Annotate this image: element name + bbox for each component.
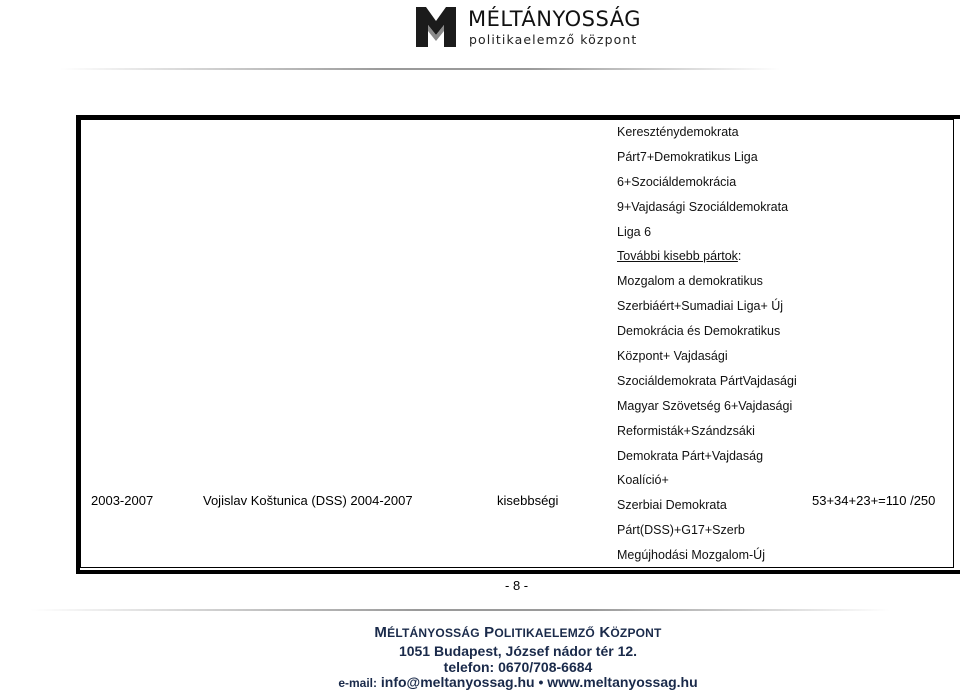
government-type-cell: kisebbségi [497, 493, 559, 508]
party-line-text: 9+Vajdasági Szociáldemokrata [617, 199, 789, 214]
party-line [617, 518, 797, 543]
party-line [617, 344, 797, 369]
party-line [617, 145, 797, 170]
footer-title-part-2: OLITIKAELEMZŐ [494, 626, 595, 640]
footer-email-link[interactable]: info@meltanyossag.hu • www.meltanyossag.hu [380, 674, 698, 690]
party-line [617, 319, 797, 344]
party-line-text: Reformisták+Szándzsáki [617, 423, 755, 438]
page-number: - 8 - [505, 578, 529, 593]
party-line [617, 220, 797, 245]
party-line-text: Megújhodási Mozgalom-Új [617, 548, 765, 563]
party-line-text: További kisebb pártok [617, 249, 738, 264]
logo-title: MÉLTÁNYOSSÁG [468, 7, 641, 31]
party-line-text: Magyar Szövetség 6+Vajdasági [617, 398, 793, 413]
footer-email [38, 674, 960, 690]
party-line [617, 394, 797, 419]
party-line [617, 244, 797, 269]
years-cell: 2003-2007 [91, 493, 154, 508]
party-line [617, 369, 797, 394]
footer-title-part-1: ÉLTÁNYOSSÁG [387, 626, 480, 640]
footer-title-part-3: ÖZPONT [610, 626, 662, 640]
party-line-text: Párt(DSS)+G17+Szerb [617, 523, 745, 538]
party-line [617, 493, 797, 518]
party-line [617, 294, 797, 319]
footer-title-initial-1: M [374, 624, 388, 641]
party-line-text: Mozgalom a demokratikus [617, 274, 763, 289]
party-line-text: Demokrata Párt+Vajdaság [617, 448, 764, 463]
party-line-text: Párt7+Demokratikus Liga [617, 149, 758, 164]
party-line [617, 195, 797, 220]
header-logo [414, 5, 641, 50]
footer-address: 1051 Budapest, József nádor tér 12. [398, 643, 638, 659]
party-line-text: Kereszténydemokrata [617, 125, 739, 139]
footer-title [38, 624, 960, 641]
footer-title-initial-2: P [484, 624, 495, 641]
logo-subtitle: politikaelemző központ [469, 32, 638, 47]
party-line [617, 269, 797, 294]
party-line [617, 468, 797, 493]
prime-minister-cell: Vojislav Koštunica (DSS) 2004-2007 [203, 493, 413, 508]
party-line [617, 120, 797, 145]
party-line-text: Demokrácia és Demokratikus [617, 324, 781, 339]
footer-title-initial-3: K [599, 624, 611, 641]
party-line [617, 543, 797, 568]
party-line [617, 444, 797, 469]
party-line [617, 419, 797, 444]
party-line [617, 170, 797, 195]
footer-email-label: e-mail: [338, 676, 378, 690]
party-line-text: Szerbiai Demokrata [617, 498, 727, 513]
seats-cell: 53+34+23+=110 /250 [812, 493, 936, 508]
header-divider [60, 68, 780, 70]
party-line-suffix: : [737, 249, 742, 264]
party-line-text: Liga 6 [617, 224, 652, 239]
party-line-text: Szerbiáért+Sumadiai Liga+ Új [617, 299, 784, 314]
party-line-text: Koalíció+ [617, 473, 669, 488]
party-line-text: 6+Szociáldemokrácia [617, 174, 737, 189]
footer-divider [30, 609, 890, 611]
coalition-parties-list [617, 120, 797, 568]
party-line-text: Központ+ Vajdasági [617, 349, 728, 364]
footer-phone: telefon: 0670/708-6684 [443, 659, 593, 675]
logo-mark-icon [414, 5, 458, 49]
party-line-text: Szociáldemokrata PártVajdasági [617, 373, 797, 388]
